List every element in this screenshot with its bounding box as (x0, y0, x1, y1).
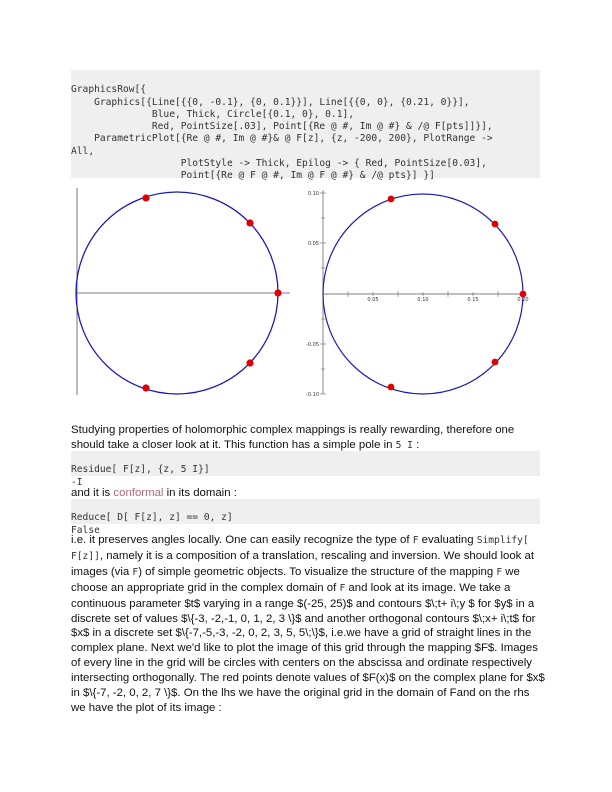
code-line: Reduce[ D[ F[z], z] == 0, z] (71, 512, 233, 524)
code-line: False (71, 524, 100, 536)
code-line: Residue[ F[z], {z, 5 I}] (71, 464, 210, 476)
x-tick-label: 0.05 (367, 297, 379, 303)
code-line: Graphics[{Line[{{0, -0.1}, {0, 0.1}}], Line[{{0, 0}, {0.21, 0}}], (71, 96, 470, 108)
red-point (274, 289, 281, 296)
code-block-graphicsrow (71, 70, 540, 182)
red-point (388, 196, 395, 203)
code-line: PlotStyle -> Thick, Epilog -> { Red, PointSize[0.03], (71, 158, 487, 170)
red-point (520, 291, 527, 298)
y-tick-label: -0.05 (306, 342, 319, 348)
red-point (492, 359, 499, 366)
code-line: -I (71, 476, 83, 488)
x-tick-label: 0.20 (517, 297, 529, 303)
x-tick-label: 0.15 (467, 297, 479, 303)
code-line: All, (71, 145, 95, 157)
y-tick-label: 0.05 (307, 241, 319, 247)
red-point (142, 194, 149, 201)
right-plot (300, 188, 535, 400)
y-tick-label: -0.10 (306, 392, 319, 398)
code-line: Red, PointSize[.03], Point[{Re @ #, Im @ #} & /@ F[pts]]}], (71, 121, 493, 133)
red-point (492, 221, 499, 228)
x-tick-label: 0.10 (417, 297, 429, 303)
conformal-link[interactable]: conformal (113, 487, 164, 499)
left-plot (72, 188, 292, 400)
red-point (142, 384, 149, 391)
code-line: Blue, Thick, Circle[{0.1, 0}, 0.1], (71, 108, 355, 120)
code-block-reduce (71, 499, 540, 536)
paragraph-conformal: and it is conformal in its domain : (71, 487, 237, 499)
red-point (388, 384, 395, 391)
code-line: ParametricPlot[{Re @ #, Im @ #}& @ F[z], {z, -200, 200}, PlotRange -> (71, 133, 493, 145)
paragraph-mapping-explanation: i.e. it preserves angles locally. One can easily recognize the type of F evaluating Simplify[ F[z]], namely it is a composition of a translation, rescaling and inversion. We should look at images (via F) of simple geometric objects. To visualize the structure of the mapping F we choose an appropriate grid in the complex domain of F and look at its image. We take a continuous parameter $t$ varying in a range $(-25, 25)$ and contours $\;t+ i\;y $ for $y$ in a discrete set of values $\{-3, -2,-1, 0, 1, 2, 3 \}$ and another orthogonal contours $\;x+ i\;t$ for $x$ in a discrete set $\{-7,-5,-3, -2, 0, 2, 3, 5, 5\;\}$, i.e.we have a grid of straight lines in the complex plane. Next we'd like to plot the image of this grid through the mapping $F$. Images of every line in the grid will be circles with centers on the abscissa and ordinate respectively intersecting orthogonally. The red points denote values of $F(x)$ on the complex plane for $x$ in $\{-7, -2, 0, 2, 7 \}$. On the lhs we have the original grid in the domain of Fand on the rhs we have the plot of its image : (71, 534, 545, 714)
red-point (246, 219, 253, 226)
code-block-residue (71, 451, 540, 488)
red-point (246, 359, 253, 366)
code-line: Point[{Re @ F @ #, Im @ F @ #} & /@ pts}] }] (71, 170, 435, 182)
paragraph-intro: Studying properties of holomorphic complex mappings is really rewarding, therefore one should take a closer look at it. This function has a simple pole in 5 I : (71, 424, 515, 451)
code-line: GraphicsRow[{ (71, 84, 147, 96)
y-tick-label: 0.10 (307, 191, 319, 197)
